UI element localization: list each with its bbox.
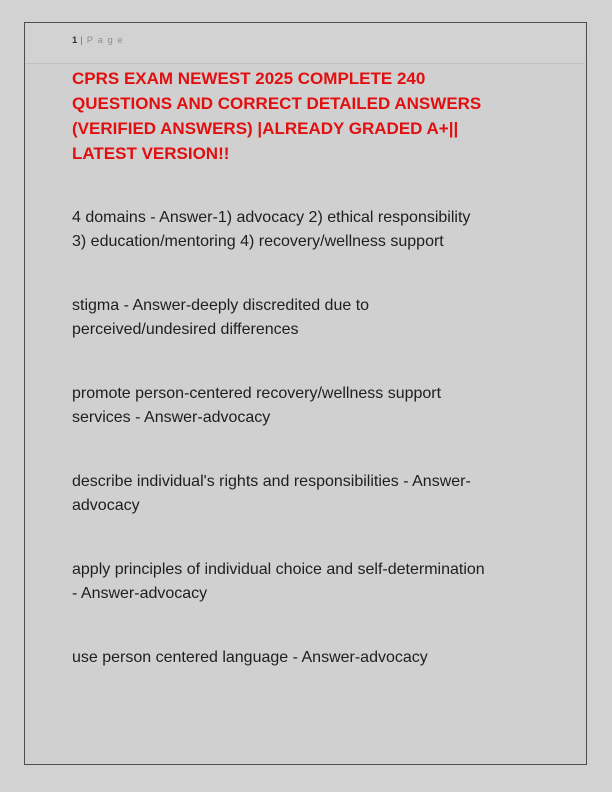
text-line: promote person-centered recovery/wellness support	[72, 385, 442, 402]
page-header-label: P a g e	[86, 35, 124, 46]
document-title	[72, 66, 550, 166]
qa-paragraph	[72, 646, 550, 670]
title-line: CPRS EXAM NEWEST 2025 COMPLETE 240	[72, 69, 426, 88]
text-line: - Answer-advocacy	[72, 585, 208, 602]
document-page	[24, 22, 587, 765]
qa-paragraph	[72, 206, 550, 254]
text-line: use person centered language - Answer-advocacy	[72, 649, 428, 666]
title-line: (VERIFIED ANSWERS) |ALREADY GRADED A+||	[72, 119, 459, 138]
text-line: services - Answer-advocacy	[72, 409, 271, 426]
text-line: 3) education/mentoring 4) recovery/wellness support	[72, 233, 444, 250]
text-line: advocacy	[72, 497, 140, 514]
qa-paragraph	[72, 470, 550, 518]
qa-paragraph	[72, 558, 550, 606]
page-number: 1	[72, 35, 78, 46]
page-header-separator: |	[80, 35, 84, 46]
text-line: apply principles of individual choice and self-determination	[72, 561, 485, 578]
title-line: QUESTIONS AND CORRECT DETAILED ANSWERS	[72, 94, 482, 113]
title-line: LATEST VERSION!!	[72, 144, 230, 163]
text-line: 4 domains - Answer-1) advocacy 2) ethical responsibility	[72, 209, 471, 226]
qa-paragraph	[72, 382, 550, 430]
text-line: stigma - Answer-deeply discredited due to	[72, 297, 370, 314]
qa-paragraph	[72, 294, 550, 342]
page-content	[72, 23, 550, 710]
text-line: perceived/undesired differences	[72, 321, 299, 338]
text-line: describe individual's rights and responsibilities - Answer-	[72, 473, 471, 490]
qa-paragraph-list	[72, 206, 550, 670]
